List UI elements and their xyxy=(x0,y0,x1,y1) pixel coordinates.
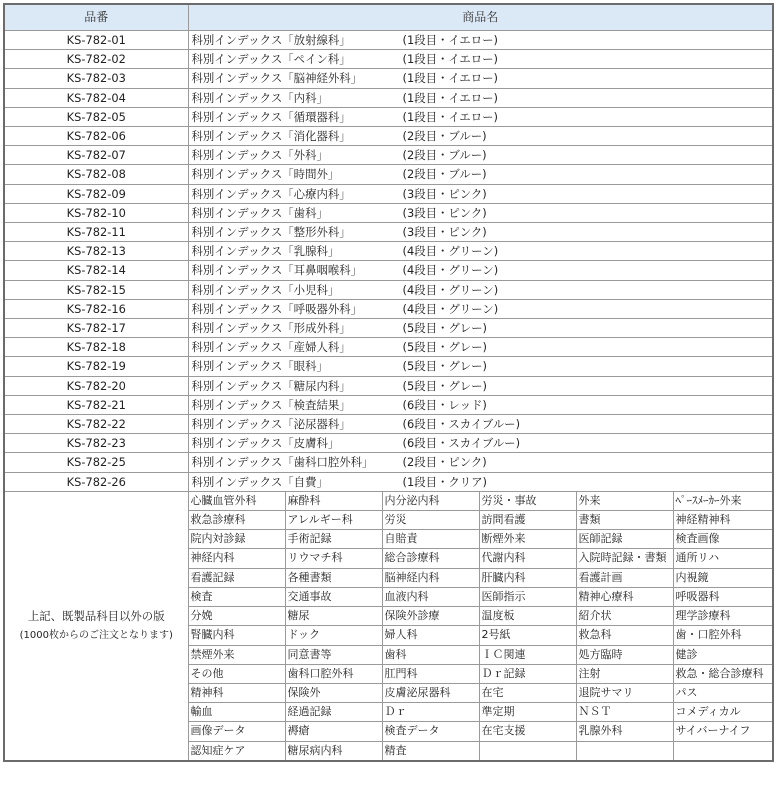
subject-cell: 労災・事故 xyxy=(479,491,576,510)
subject-cell: 糖尿病内科 xyxy=(285,741,382,761)
subject-cell xyxy=(576,741,673,761)
product-code: KS-782-18 xyxy=(4,338,188,357)
product-tier-color: (3段目・ピンク) xyxy=(402,186,487,201)
custom-order-note xyxy=(4,491,188,760)
product-name-cell xyxy=(188,376,773,395)
product-name: 科別インデックス「外科」 xyxy=(191,148,328,163)
subject-cell: サイバーナイフ xyxy=(673,722,773,741)
subject-cell: 各種書類 xyxy=(285,568,382,587)
product-name: 科別インデックス「放射線科」 xyxy=(191,33,351,47)
product-name-cell xyxy=(188,223,773,242)
product-name: 科別インデックス「心療内科」 xyxy=(191,186,351,201)
product-code: KS-782-08 xyxy=(4,165,188,184)
subject-cell: 精神心療科 xyxy=(576,587,673,606)
product-name-cell xyxy=(188,69,773,88)
product-name: 科別インデックス「循環器科」 xyxy=(191,109,351,124)
product-code: KS-782-19 xyxy=(4,357,188,376)
custom-note-line1: 上記、既製品科目以外の版 xyxy=(27,608,165,623)
product-name-cell xyxy=(188,395,773,414)
subject-cell: 精神科 xyxy=(188,683,285,702)
subject-cell: 訪問看護 xyxy=(479,511,576,530)
product-tier-color: (1段目・イエロー) xyxy=(402,90,498,105)
product-name: 科別インデックス「泌尿器科」 xyxy=(191,417,351,432)
subject-cell: 内分泌内科 xyxy=(382,491,479,510)
header-row xyxy=(4,4,773,31)
product-tier-color: (1段目・イエロー) xyxy=(402,33,498,47)
subject-cell: 神経内科 xyxy=(188,549,285,568)
subject-cell: 救急科 xyxy=(576,626,673,645)
subject-cell: リウマチ科 xyxy=(285,549,382,568)
product-name-cell xyxy=(188,184,773,203)
table-row xyxy=(4,88,773,107)
table-row xyxy=(4,184,773,203)
subject-cell: パス xyxy=(673,683,773,702)
product-name: 科別インデックス「ペイン科」 xyxy=(191,52,351,67)
subject-cell: 保険外診療 xyxy=(382,607,479,626)
product-tier-color: (3段目・ピンク) xyxy=(402,205,487,220)
subject-cell: 総合診療科 xyxy=(382,549,479,568)
product-code: KS-782-06 xyxy=(4,127,188,146)
product-name-cell xyxy=(188,261,773,280)
table-row xyxy=(4,165,773,184)
product-name: 科別インデックス「耳鼻咽喉科」 xyxy=(191,263,363,278)
table-row xyxy=(4,223,773,242)
table-row xyxy=(4,203,773,222)
subject-cell: 処方臨時 xyxy=(576,645,673,664)
subject-cell xyxy=(479,741,576,761)
table-row xyxy=(4,415,773,434)
subject-cell: 温度板 xyxy=(479,607,576,626)
subject-cell: ドック xyxy=(285,626,382,645)
subject-cell: 腎臓内科 xyxy=(188,626,285,645)
product-name-cell xyxy=(188,319,773,338)
subject-cell: 手術記録 xyxy=(285,530,382,549)
product-name: 科別インデックス「乳腺科」 xyxy=(191,244,340,259)
table-row xyxy=(4,453,773,472)
subject-cell: 同意書等 xyxy=(285,645,382,664)
product-name: 科別インデックス「自費」 xyxy=(191,474,328,489)
product-name-cell xyxy=(188,338,773,357)
subject-cell: 検査画像 xyxy=(673,530,773,549)
product-name: 科別インデックス「内科」 xyxy=(191,90,328,105)
product-tier-color: (4段目・グリーン) xyxy=(402,282,499,297)
product-tier-color: (6段目・スカイブルー) xyxy=(402,417,521,432)
product-code: KS-782-07 xyxy=(4,146,188,165)
product-name-cell xyxy=(188,107,773,126)
table-row xyxy=(4,299,773,318)
product-tier-color: (2段目・ブルー) xyxy=(402,167,487,182)
product-tier-color: (2段目・ブルー) xyxy=(402,148,487,163)
subject-cell: 通所リハ xyxy=(673,549,773,568)
product-tier-color: (2段目・ピンク) xyxy=(402,455,487,470)
product-name: 科別インデックス「小児科」 xyxy=(191,282,340,297)
subject-cell: 理学診療科 xyxy=(673,607,773,626)
subject-cell: 婦人科 xyxy=(382,626,479,645)
product-tier-color: (4段目・グリーン) xyxy=(402,301,499,316)
subject-cell: 脳神経内科 xyxy=(382,568,479,587)
subject-cell: 2号紙 xyxy=(479,626,576,645)
subject-cell: ﾍﾟｰｽﾒｰｶｰ外来 xyxy=(673,491,773,510)
subject-cell: 画像データ xyxy=(188,722,285,741)
subject-cell: 入院時記録・書類 xyxy=(576,549,673,568)
product-code: KS-782-10 xyxy=(4,203,188,222)
subject-cell xyxy=(673,741,773,761)
header-name: 商品名 xyxy=(188,4,773,31)
table-row xyxy=(4,319,773,338)
product-tier-color: (4段目・グリーン) xyxy=(402,244,499,259)
subject-cell: 肝臓内科 xyxy=(479,568,576,587)
product-tier-color: (4段目・グリーン) xyxy=(402,263,499,278)
product-name-cell xyxy=(188,50,773,69)
product-name-cell xyxy=(188,146,773,165)
subject-cell: 検査データ xyxy=(382,722,479,741)
subject-cell: 糖尿 xyxy=(285,607,382,626)
product-name: 科別インデックス「脳神経外科」 xyxy=(191,71,363,86)
subject-cell: 院内対診録 xyxy=(188,530,285,549)
product-tier-color: (5段目・グレー) xyxy=(402,321,487,336)
product-name: 科別インデックス「呼吸器外科」 xyxy=(191,301,363,316)
product-name-cell xyxy=(188,127,773,146)
subject-cell: Ｄｒ記録 xyxy=(479,664,576,683)
table-row xyxy=(4,146,773,165)
table-row xyxy=(4,261,773,280)
product-name: 科別インデックス「整形外科」 xyxy=(191,225,351,240)
product-name: 科別インデックス「歯科口腔外科」 xyxy=(191,455,374,470)
subject-cell: ＮＳＴ xyxy=(576,703,673,722)
subject-cell: 外来 xyxy=(576,491,673,510)
subject-cell: 書類 xyxy=(576,511,673,530)
subject-cell: 紹介状 xyxy=(576,607,673,626)
subject-cell: アレルギー科 xyxy=(285,511,382,530)
product-table xyxy=(3,3,774,762)
table-row xyxy=(4,472,773,491)
table-row xyxy=(4,395,773,414)
subject-cell: 在宅支援 xyxy=(479,722,576,741)
subject-cell: 医師記録 xyxy=(576,530,673,549)
subject-cell: 準定期 xyxy=(479,703,576,722)
table-row xyxy=(4,69,773,88)
product-code: KS-782-17 xyxy=(4,319,188,338)
subject-cell: 救急・総合診療科 xyxy=(673,664,773,683)
table-body xyxy=(4,31,773,761)
product-tier-color: (1段目・クリア) xyxy=(402,474,487,489)
table-row xyxy=(4,31,773,50)
subject-row xyxy=(4,491,773,510)
subject-cell: 歯・口腔外科 xyxy=(673,626,773,645)
subject-cell: 褥瘡 xyxy=(285,722,382,741)
product-code: KS-782-13 xyxy=(4,242,188,261)
product-code: KS-782-09 xyxy=(4,184,188,203)
subject-cell: 経過記録 xyxy=(285,703,382,722)
product-name-cell xyxy=(188,165,773,184)
product-code: KS-782-05 xyxy=(4,107,188,126)
subject-cell: 皮膚泌尿器科 xyxy=(382,683,479,702)
product-code: KS-782-20 xyxy=(4,376,188,395)
product-name-cell xyxy=(188,299,773,318)
product-tier-color: (1段目・イエロー) xyxy=(402,52,498,67)
product-code: KS-782-04 xyxy=(4,88,188,107)
product-code: KS-782-21 xyxy=(4,395,188,414)
table-row xyxy=(4,107,773,126)
table-row xyxy=(4,242,773,261)
product-name-cell xyxy=(188,472,773,491)
subject-cell: 救急診療科 xyxy=(188,511,285,530)
subject-cell: 肛門科 xyxy=(382,664,479,683)
product-tier-color: (2段目・ブルー) xyxy=(402,129,487,144)
product-name: 科別インデックス「形成外科」 xyxy=(191,321,351,336)
subject-cell: 認知症ケア xyxy=(188,741,285,761)
table-row xyxy=(4,376,773,395)
product-tier-color: (1段目・イエロー) xyxy=(402,109,498,124)
product-name-cell xyxy=(188,31,773,50)
subject-cell: 医師指示 xyxy=(479,587,576,606)
subject-cell: 内視鏡 xyxy=(673,568,773,587)
subject-cell: 呼吸器科 xyxy=(673,587,773,606)
product-name: 科別インデックス「時間外」 xyxy=(191,167,340,182)
product-name: 科別インデックス「産婦人科」 xyxy=(191,340,351,355)
product-tier-color: (5段目・グレー) xyxy=(402,378,487,393)
product-name: 科別インデックス「糖尿内科」 xyxy=(191,378,351,393)
product-tier-color: (1段目・イエロー) xyxy=(402,71,498,86)
subject-cell: 輸血 xyxy=(188,703,285,722)
product-tier-color: (5段目・グレー) xyxy=(402,359,487,374)
product-name-cell xyxy=(188,88,773,107)
subject-cell: コメディカル xyxy=(673,703,773,722)
product-name: 科別インデックス「消化器科」 xyxy=(191,129,351,144)
subject-cell: 在宅 xyxy=(479,683,576,702)
subject-cell: その他 xyxy=(188,664,285,683)
product-name: 科別インデックス「検査結果」 xyxy=(191,397,351,412)
subject-cell: 退院サマリ xyxy=(576,683,673,702)
subject-cell: 看護計画 xyxy=(576,568,673,587)
subject-cell: 労災 xyxy=(382,511,479,530)
subject-cell: 検査 xyxy=(188,587,285,606)
table-row xyxy=(4,338,773,357)
subject-cell: 歯科 xyxy=(382,645,479,664)
subject-cell: 看護記録 xyxy=(188,568,285,587)
product-name-cell xyxy=(188,434,773,453)
subject-cell: ＩＣ関連 xyxy=(479,645,576,664)
subject-cell: Ｄｒ xyxy=(382,703,479,722)
product-tier-color: (5段目・グレー) xyxy=(402,340,487,355)
product-name-cell xyxy=(188,357,773,376)
product-code: KS-782-11 xyxy=(4,223,188,242)
table-row xyxy=(4,357,773,376)
product-code: KS-782-25 xyxy=(4,453,188,472)
subject-cell: 注射 xyxy=(576,664,673,683)
header-code: 品番 xyxy=(4,4,188,31)
table-row xyxy=(4,50,773,69)
subject-cell: 代謝内科 xyxy=(479,549,576,568)
subject-cell: 保険外 xyxy=(285,683,382,702)
subject-cell: 乳腺外科 xyxy=(576,722,673,741)
subject-cell: 心臓血管外科 xyxy=(188,491,285,510)
product-name-cell xyxy=(188,453,773,472)
product-code: KS-782-03 xyxy=(4,69,188,88)
subject-cell: 麻酔科 xyxy=(285,491,382,510)
product-name-cell xyxy=(188,242,773,261)
product-tier-color: (3段目・ピンク) xyxy=(402,225,487,240)
product-name-cell xyxy=(188,415,773,434)
product-code: KS-782-16 xyxy=(4,299,188,318)
subject-cell: 血液内科 xyxy=(382,587,479,606)
subject-cell: 神経精神科 xyxy=(673,511,773,530)
table-row xyxy=(4,127,773,146)
subject-cell: 精査 xyxy=(382,741,479,761)
subject-cell: 健診 xyxy=(673,645,773,664)
product-code: KS-782-15 xyxy=(4,280,188,299)
subject-cell: 禁煙外来 xyxy=(188,645,285,664)
product-code: KS-782-23 xyxy=(4,434,188,453)
product-tier-color: (6段目・スカイブルー) xyxy=(402,436,521,451)
product-code: KS-782-22 xyxy=(4,415,188,434)
product-name: 科別インデックス「皮膚科」 xyxy=(191,436,340,451)
subject-cell: 断煙外来 xyxy=(479,530,576,549)
table-row xyxy=(4,434,773,453)
product-code: KS-782-02 xyxy=(4,50,188,69)
subject-cell: 歯科口腔外科 xyxy=(285,664,382,683)
custom-note-line2: (1000枚からのご注文となります) xyxy=(19,629,173,641)
product-name: 科別インデックス「歯科」 xyxy=(191,205,328,220)
subject-cell: 交通事故 xyxy=(285,587,382,606)
product-code: KS-782-14 xyxy=(4,261,188,280)
product-code: KS-782-01 xyxy=(4,31,188,50)
product-code: KS-782-26 xyxy=(4,472,188,491)
product-name-cell xyxy=(188,280,773,299)
table-row xyxy=(4,280,773,299)
subject-cell: 自賠責 xyxy=(382,530,479,549)
product-name-cell xyxy=(188,203,773,222)
product-name: 科別インデックス「眼科」 xyxy=(191,359,328,374)
product-tier-color: (6段目・レッド) xyxy=(402,397,487,412)
subject-cell: 分娩 xyxy=(188,607,285,626)
